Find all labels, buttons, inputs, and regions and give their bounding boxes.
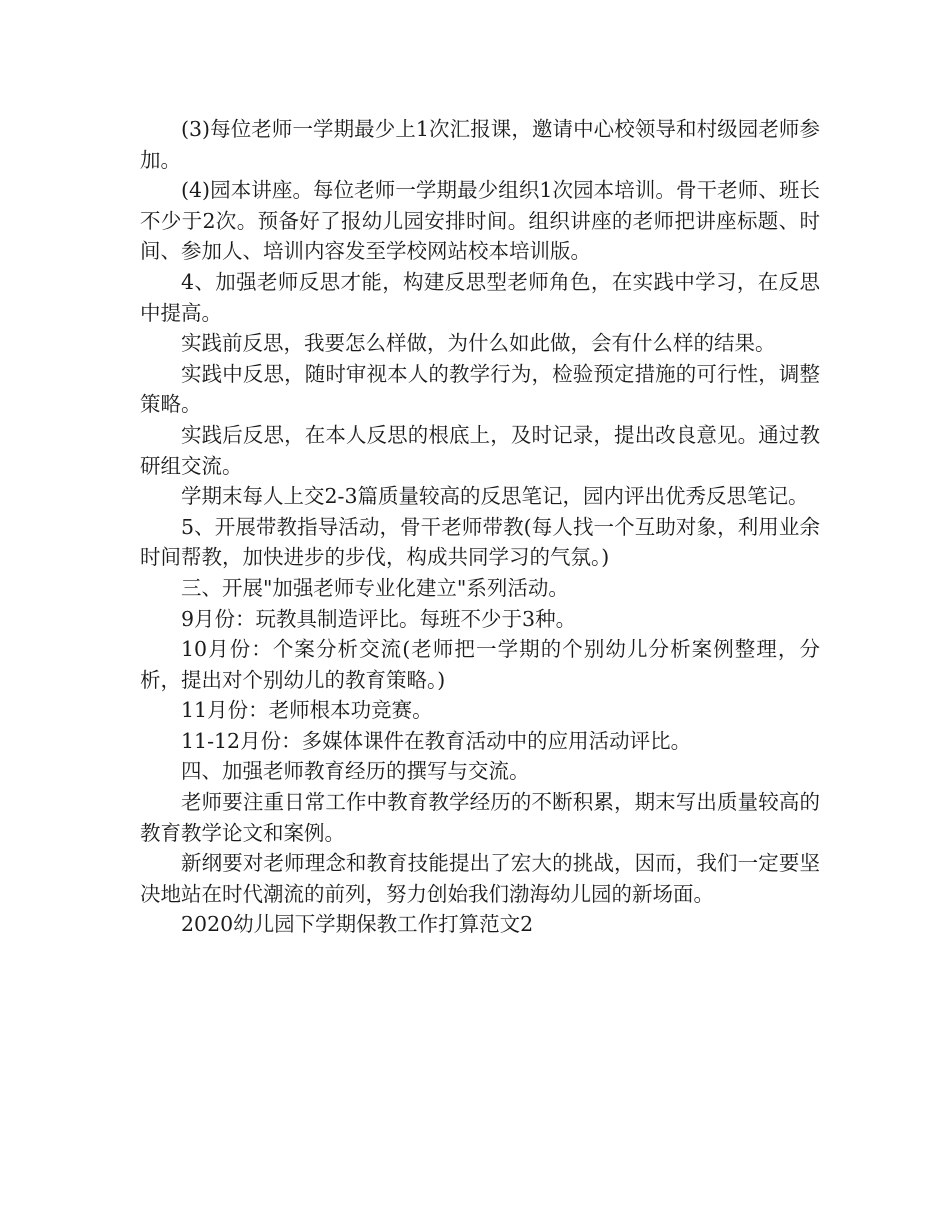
paragraph: 11月份：老师根本功竞赛。 xyxy=(181,698,433,723)
paragraph: (3)每位老师一学期最少上1次汇报课，邀请中心校领导和村级园老师参加。 xyxy=(140,117,820,172)
paragraph: (4)园本讲座。每位老师一学期最少组织1次园本培训。骨干老师、班长不少于2次。预备好了报幼儿园安排时间。组织讲座的老师把讲座标题、时间、参加人、培训内容发至学校网站校本培训版。 xyxy=(140,178,820,264)
section-heading: 三、开展"加强老师专业化建立"系列活动。 xyxy=(181,575,569,600)
document-body xyxy=(140,114,820,940)
paragraph: 11-12月份：多媒体课件在教育活动中的应用活动评比。 xyxy=(181,728,692,753)
paragraph: 9月份：玩教具制造评比。每班不少于3种。 xyxy=(181,606,577,631)
paragraph: 10月份：个案分析交流(老师把一学期的个别幼儿分析案例整理，分析，提出对个别幼儿的教育策略。) xyxy=(140,637,820,692)
paragraph: 5、开展带教指导活动，骨干老师带教(每人找一个互助对象，利用业余时间帮教，加快进步的步伐，构成共同学习的气氛。) xyxy=(140,514,820,570)
paragraph: 4、加强老师反思才能，构建反思型老师角色，在实践中学习，在反思中提高。 xyxy=(140,269,820,325)
document-subtitle: 2020幼儿园下学期保教工作打算范文2 xyxy=(181,912,534,937)
paragraph: 实践前反思，我要怎么样做，为什么如此做，会有什么样的结果。 xyxy=(181,331,776,356)
paragraph: 新纲要对老师理念和教育技能提出了宏大的挑战，因而，我们一定要坚决地站在时代潮流的前列，努力创始我们渤海幼儿园的新场面。 xyxy=(140,851,820,906)
paragraph: 老师要注重日常工作中教育教学经历的不断积累，期末写出质量较高的教育教学论文和案例。 xyxy=(140,790,820,845)
paragraph: 学期末每人上交2-3篇质量较高的反思笔记，园内评出优秀反思笔记。 xyxy=(181,484,809,509)
paragraph: 实践后反思，在本人反思的根底上，及时记录，提出改良意见。通过教研组交流。 xyxy=(140,422,820,478)
section-heading: 四、加强老师教育经历的撰写与交流。 xyxy=(181,759,530,784)
paragraph: 实践中反思，随时审视本人的教学行为，检验预定措施的可行性，调整策略。 xyxy=(140,361,820,417)
